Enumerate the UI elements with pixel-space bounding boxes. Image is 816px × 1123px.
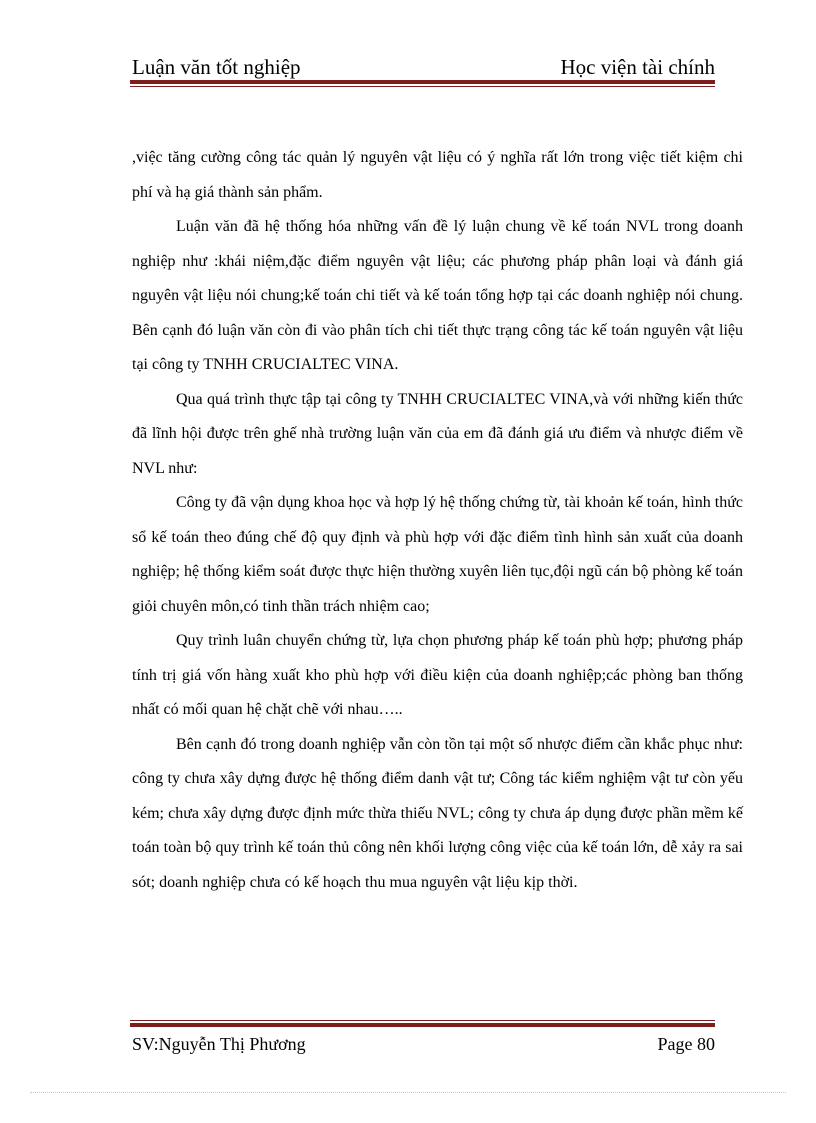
paragraph: Công ty đã vận dụng khoa học và hợp lý hệ thống chứng từ, tài khoản kế toán, hình thức sổ kế toán theo đúng chế độ quy định và phù hợp với đặc điểm tình hình sản xuất của doanh nghiệp; hệ thống kiểm soát được thực hiện thường xuyên liên tục,đội ngũ cán bộ phòng kế toán giỏi chuyên môn,có tinh thần trách nhiệm cao; <box>132 494 743 615</box>
paragraph: ,việc tăng cường công tác quản lý nguyên vật liệu có ý nghĩa rất lớn trong việc tiết kiệm chi phí và hạ giá thành sản phẩm. <box>132 149 743 201</box>
paragraph: Bên cạnh đó trong doanh nghiệp vẫn còn tồn tại một số nhược điểm cần khắc phục như: công ty chưa xây dựng được hệ thống điểm danh vật tư; Công tác kiểm nghiệm vật tư còn yếu kém; chưa xây dựng được định mức thừa thiếu NVL; công ty chưa áp dụng được phần mềm kế toán toàn bộ quy trình kế toán thủ công nên khối lượng công việc của kế toán lớn, dễ xảy ra sai sót; doanh nghiệp chưa có kế hoạch thu mua nguyên vật liệu kịp thời. <box>132 735 743 891</box>
paragraph: Quy trình luân chuyển chứng từ, lựa chọn phương pháp kế toán phù hợp; phương pháp tính trị giá vốn hàng xuất kho phù hợp với điều kiện của doanh nghiệp;các phòng ban thống nhất có mối quan hệ chặt chẽ với nhau….. <box>132 632 743 718</box>
header-thesis-title: Luận văn tốt nghiệp <box>132 55 301 79</box>
page-footer <box>132 1030 715 1058</box>
page-bottom-edge <box>30 1092 786 1093</box>
page-header <box>132 50 715 80</box>
header-rule <box>130 80 715 87</box>
footer-rule <box>130 1020 715 1027</box>
body-text <box>132 141 743 900</box>
header-institution: Học viện tài chính <box>560 55 715 79</box>
paragraph: Luận văn đã hệ thống hóa những vấn đề lý luận chung về kế toán NVL trong doanh nghiệp như :khái niệm,đặc điểm nguyên vật liệu; các phương pháp phân loại và đánh giá nguyên vật liệu nói chung;kế toán chi tiết và kế toán tổng hợp tại các doanh nghiệp nói chung. Bên cạnh đó luận văn còn đi vào phân tích chi tiết thực trạng công tác kế toán nguyên vật liệu tại công ty TNHH CRUCIALTEC VINA. <box>132 218 743 373</box>
page-number: Page 80 <box>657 1033 715 1054</box>
paragraph: Qua quá trình thực tập tại công ty TNHH CRUCIALTEC VINA,và với những kiến thức đã lĩnh hội được trên ghế nhà trường luận văn của em đã đánh giá ưu điểm và nhược điểm về NVL như: <box>132 390 743 477</box>
footer-student-name: SV:Nguyễn Thị Phương <box>132 1033 306 1054</box>
